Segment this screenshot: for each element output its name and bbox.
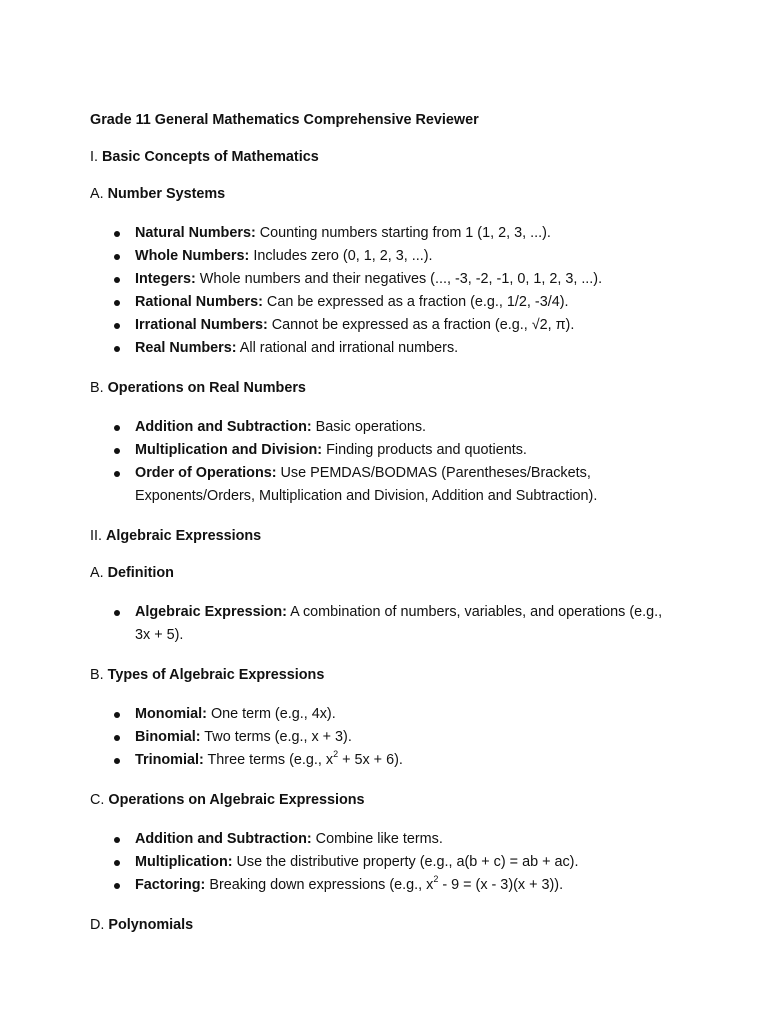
bullet-icon — [114, 323, 120, 329]
item-term: Binomial: — [135, 729, 201, 745]
item-description: Combine like terms. — [311, 831, 443, 847]
item-term: Addition and Subtraction: — [135, 419, 312, 435]
list-item — [90, 703, 675, 726]
list-item — [90, 245, 675, 268]
subsection-heading-polynomials — [90, 915, 690, 935]
subsection-letter: D. — [90, 917, 109, 933]
item-description: Use the distributive property (e.g., a(b + c) = ab + ac). — [232, 854, 579, 870]
bullet-icon — [114, 712, 120, 718]
item-term: Trinomial: — [135, 752, 204, 768]
list-item — [90, 439, 675, 462]
section-title: Algebraic Expressions — [106, 528, 262, 544]
list-item — [90, 222, 675, 245]
item-description: Finding products and quotients. — [322, 442, 527, 458]
list-item — [90, 749, 675, 772]
subsection-letter: A. — [90, 186, 108, 202]
exponent: 2 — [433, 874, 439, 885]
item-term: Integers: — [135, 271, 196, 287]
operations-algebraic-list — [90, 828, 690, 897]
list-item — [90, 462, 675, 508]
subsection-letter: B. — [90, 667, 108, 683]
item-term: Addition and Subtraction: — [135, 831, 312, 847]
bullet-icon — [114, 610, 120, 616]
item-term: Real Numbers: — [135, 340, 237, 356]
subsection-title: Operations on Real Numbers — [107, 380, 306, 396]
item-term: Algebraic Expression: — [135, 604, 287, 620]
list-item — [90, 828, 675, 851]
section-heading-algebraic-expressions — [90, 526, 690, 546]
subsection-heading-operations-real — [90, 378, 690, 398]
list-item — [90, 291, 675, 314]
subsection-letter: B. — [90, 380, 108, 396]
definition-list — [90, 601, 690, 647]
subsection-title: Types of Algebraic Expressions — [107, 667, 325, 683]
list-item — [90, 874, 675, 897]
document-title: Grade 11 General Mathematics Comprehensive Reviewer — [90, 112, 479, 128]
subsection-letter: C. — [90, 792, 109, 808]
item-description: Two terms (e.g., x + 3). — [200, 729, 352, 745]
subsection-title: Polynomials — [108, 917, 194, 933]
list-item — [90, 268, 675, 291]
item-description: A combination of numbers, variables, and operations (e.g., 3x + 5). — [135, 604, 663, 643]
subsection-title: Definition — [107, 565, 174, 581]
item-description: Counting numbers starting from 1 (1, 2, 3, ...). — [255, 225, 551, 241]
bullet-icon — [114, 860, 120, 866]
subsection-title: Number Systems — [107, 186, 226, 202]
item-term: Whole Numbers: — [135, 248, 250, 264]
list-item — [90, 416, 675, 439]
number-systems-list — [90, 222, 690, 360]
item-description: Use PEMDAS/BODMAS (Parentheses/Brackets, Exponents/Orders, Multiplication and Division, Addition and Subtraction). — [135, 465, 598, 504]
section-title: Basic Concepts of Mathematics — [102, 149, 319, 165]
item-term: Factoring: — [135, 877, 206, 893]
item-description: Three terms (e.g., x — [203, 752, 334, 768]
bullet-icon — [114, 254, 120, 260]
subsection-heading-operations-algebraic — [90, 790, 690, 810]
exponent: 2 — [333, 749, 339, 760]
item-description: Whole numbers and their negatives (..., -3, -2, -1, 0, 1, 2, 3, ...). — [195, 271, 603, 287]
item-term: Multiplication and Division: — [135, 442, 323, 458]
bullet-icon — [114, 277, 120, 283]
subsection-heading-definition — [90, 563, 690, 583]
item-term: Monomial: — [135, 706, 207, 722]
item-description: One term (e.g., 4x). — [206, 706, 336, 722]
bullet-icon — [114, 735, 120, 741]
item-description: Cannot be expressed as a fraction (e.g., √2, π). — [267, 317, 575, 333]
bullet-icon — [114, 448, 120, 454]
section-number: II. — [90, 528, 106, 544]
operations-real-list — [90, 416, 690, 508]
subsection-letter: A. — [90, 565, 108, 581]
item-term: Natural Numbers: — [135, 225, 256, 241]
list-item — [90, 601, 675, 647]
item-term: Rational Numbers: — [135, 294, 263, 310]
bullet-icon — [114, 471, 120, 477]
subsection-heading-number-systems — [90, 184, 690, 204]
item-term: Multiplication: — [135, 854, 233, 870]
bullet-icon — [114, 758, 120, 764]
section-heading-basic-concepts — [90, 147, 690, 167]
bullet-icon — [114, 425, 120, 431]
subsection-title: Operations on Algebraic Expressions — [108, 792, 365, 808]
list-item — [90, 726, 675, 749]
bullet-icon — [114, 231, 120, 237]
list-item — [90, 851, 675, 874]
item-term: Irrational Numbers: — [135, 317, 268, 333]
item-description-end: - 9 = (x - 3)(x + 3)). — [438, 877, 564, 893]
item-description: All rational and irrational numbers. — [236, 340, 459, 356]
list-item — [90, 337, 675, 360]
types-list — [90, 703, 690, 772]
item-description: Includes zero (0, 1, 2, 3, ...). — [249, 248, 433, 264]
list-item — [90, 314, 675, 337]
subsection-heading-types — [90, 665, 690, 685]
item-description: Basic operations. — [311, 419, 427, 435]
section-number: I. — [90, 149, 102, 165]
document-page — [90, 110, 690, 953]
bullet-icon — [114, 837, 120, 843]
item-description: Breaking down expressions (e.g., x — [205, 877, 434, 893]
bullet-icon — [114, 346, 120, 352]
bullet-icon — [114, 883, 120, 889]
item-term: Order of Operations: — [135, 465, 277, 481]
bullet-icon — [114, 300, 120, 306]
item-description: Can be expressed as a fraction (e.g., 1/2, -3/4). — [262, 294, 569, 310]
item-description-end: + 5x + 6). — [338, 752, 403, 768]
